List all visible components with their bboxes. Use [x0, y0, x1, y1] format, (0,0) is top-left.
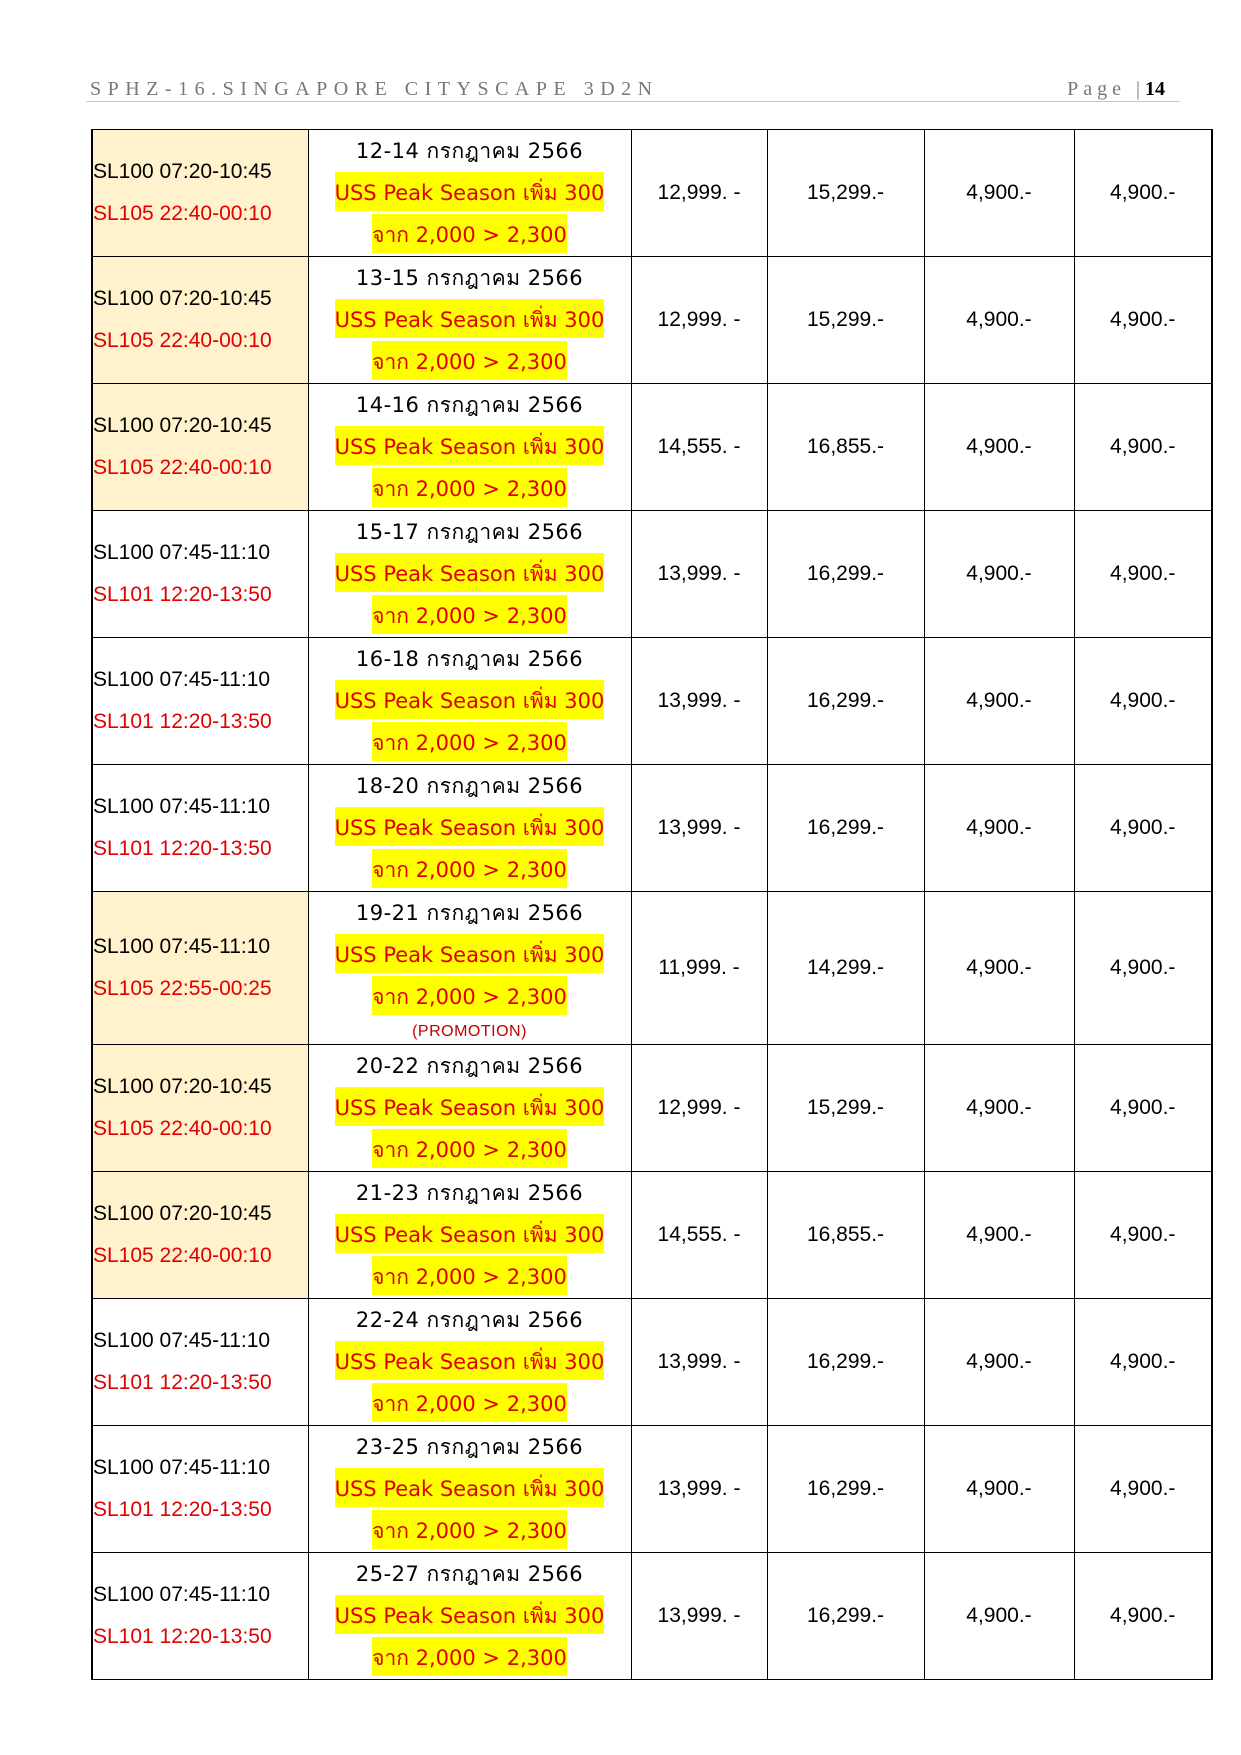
flight-cell — [92, 1172, 308, 1299]
price-col-3: 4,900.- — [924, 1299, 1074, 1426]
uss-price-change-note: จาก 2,000 > 2,300 — [372, 214, 567, 253]
travel-date-cell — [308, 511, 631, 638]
outbound-flight: SL100 07:45-11:10 — [93, 1456, 271, 1479]
flight-cell — [92, 130, 308, 257]
uss-peak-note: USS Peak Season เพิ่ม 300 — [335, 807, 605, 846]
outbound-flight: SL100 07:20-10:45 — [93, 160, 272, 183]
flight-cell — [92, 1553, 308, 1680]
return-flight: SL105 22:40-00:10 — [93, 1117, 272, 1140]
price-col-3: 4,900.- — [924, 1045, 1074, 1172]
price-col-3: 4,900.- — [924, 511, 1074, 638]
flight-cell — [92, 1045, 308, 1172]
outbound-flight: SL100 07:20-10:45 — [93, 1075, 272, 1098]
uss-peak-note: USS Peak Season เพิ่ม 300 — [335, 553, 605, 592]
price-col-1: 11,999. - — [631, 892, 767, 1045]
table-row — [92, 638, 1212, 765]
travel-date-cell — [308, 1299, 631, 1426]
document-title: SPHZ-16.SINGAPORE CITYSCAPE 3D2N — [90, 78, 659, 100]
uss-price-change-note: จาก 2,000 > 2,300 — [372, 1256, 567, 1295]
travel-date: 18-20 กรกฎาคม 2566 — [355, 774, 584, 798]
price-col-3: 4,900.- — [924, 1172, 1074, 1299]
travel-date: 23-25 กรกฎาคม 2566 — [355, 1435, 584, 1459]
price-col-3: 4,900.- — [924, 1426, 1074, 1553]
travel-date-cell — [308, 1553, 631, 1680]
price-col-4: 4,900.- — [1074, 130, 1212, 257]
flight-cell — [92, 257, 308, 384]
table-row — [92, 765, 1212, 892]
price-col-4: 4,900.- — [1074, 1426, 1212, 1553]
price-col-3: 4,900.- — [924, 130, 1074, 257]
travel-date: 12-14 กรกฎาคม 2566 — [355, 139, 584, 163]
uss-price-change-note: จาก 2,000 > 2,300 — [372, 468, 567, 507]
price-col-1: 12,999. - — [631, 1045, 767, 1172]
price-col-3: 4,900.- — [924, 257, 1074, 384]
price-col-4: 4,900.- — [1074, 1553, 1212, 1680]
price-col-1: 12,999. - — [631, 130, 767, 257]
price-col-4: 4,900.- — [1074, 511, 1212, 638]
uss-peak-note: USS Peak Season เพิ่ม 300 — [335, 172, 605, 211]
price-col-1: 13,999. - — [631, 765, 767, 892]
travel-date-cell — [308, 638, 631, 765]
price-col-2: 16,299.- — [767, 1299, 924, 1426]
price-col-2: 15,299.- — [767, 257, 924, 384]
uss-price-change-note: จาก 2,000 > 2,300 — [372, 341, 567, 380]
uss-price-change-note: จาก 2,000 > 2,300 — [372, 849, 567, 888]
return-flight: SL101 12:20-13:50 — [93, 1498, 272, 1521]
outbound-flight: SL100 07:20-10:45 — [93, 414, 272, 437]
uss-peak-note: USS Peak Season เพิ่ม 300 — [335, 680, 605, 719]
flight-cell — [92, 384, 308, 511]
price-col-1: 12,999. - — [631, 257, 767, 384]
table-row — [92, 1553, 1212, 1680]
travel-date-cell — [308, 892, 631, 1045]
flight-cell — [92, 1299, 308, 1426]
price-col-1: 14,555. - — [631, 1172, 767, 1299]
price-col-1: 13,999. - — [631, 1553, 767, 1680]
uss-price-change-note: จาก 2,000 > 2,300 — [372, 1510, 567, 1549]
promotion-label: (PROMOTION) — [412, 1023, 527, 1040]
price-col-2: 16,299.- — [767, 765, 924, 892]
price-col-1: 13,999. - — [631, 638, 767, 765]
outbound-flight: SL100 07:45-11:10 — [93, 935, 271, 958]
price-col-2: 16,299.- — [767, 1426, 924, 1553]
price-col-1: 14,555. - — [631, 384, 767, 511]
price-col-2: 16,299.- — [767, 511, 924, 638]
uss-peak-note: USS Peak Season เพิ่ม 300 — [335, 1595, 605, 1634]
flight-cell — [92, 892, 308, 1045]
uss-price-change-note: จาก 2,000 > 2,300 — [372, 1383, 567, 1422]
price-col-4: 4,900.- — [1074, 1045, 1212, 1172]
travel-date: 22-24 กรกฎาคม 2566 — [355, 1308, 584, 1332]
travel-date: 19-21 กรกฎาคม 2566 — [355, 901, 584, 925]
travel-date-cell — [308, 1045, 631, 1172]
travel-date: 13-15 กรกฎาคม 2566 — [355, 266, 584, 290]
travel-date: 16-18 กรกฎาคม 2566 — [355, 647, 584, 671]
outbound-flight: SL100 07:20-10:45 — [93, 287, 272, 310]
uss-peak-note: USS Peak Season เพิ่ม 300 — [335, 1087, 605, 1126]
return-flight: SL101 12:20-13:50 — [93, 1371, 272, 1394]
flight-cell — [92, 511, 308, 638]
uss-peak-note: USS Peak Season เพิ่ม 300 — [335, 1468, 605, 1507]
travel-date: 20-22 กรกฎาคม 2566 — [355, 1054, 584, 1078]
page-header — [90, 78, 1165, 102]
travel-date-cell — [308, 384, 631, 511]
travel-date: 14-16 กรกฎาคม 2566 — [355, 393, 584, 417]
price-col-4: 4,900.- — [1074, 892, 1212, 1045]
return-flight: SL105 22:40-00:10 — [93, 1244, 272, 1267]
travel-date-cell — [308, 1426, 631, 1553]
travel-date-cell — [308, 1172, 631, 1299]
travel-date-cell — [308, 765, 631, 892]
price-col-2: 16,855.- — [767, 1172, 924, 1299]
travel-date: 25-27 กรกฎาคม 2566 — [355, 1562, 584, 1586]
table-row — [92, 384, 1212, 511]
page-label: Page | — [1067, 78, 1145, 100]
price-col-4: 4,900.- — [1074, 384, 1212, 511]
table-row — [92, 257, 1212, 384]
travel-date: 15-17 กรกฎาคม 2566 — [355, 520, 584, 544]
price-col-4: 4,900.- — [1074, 257, 1212, 384]
uss-price-change-note: จาก 2,000 > 2,300 — [372, 976, 567, 1015]
flight-cell — [92, 765, 308, 892]
table-row — [92, 1426, 1212, 1553]
price-col-2: 15,299.- — [767, 1045, 924, 1172]
price-col-3: 4,900.- — [924, 384, 1074, 511]
header-divider — [86, 101, 1180, 102]
travel-date-cell — [308, 130, 631, 257]
uss-price-change-note: จาก 2,000 > 2,300 — [372, 1637, 567, 1676]
price-col-4: 4,900.- — [1074, 765, 1212, 892]
page-number: 14 — [1145, 78, 1165, 100]
travel-date-cell — [308, 257, 631, 384]
price-col-1: 13,999. - — [631, 1426, 767, 1553]
price-table — [91, 129, 1213, 1680]
price-table-body — [92, 130, 1212, 1680]
price-col-2: 16,299.- — [767, 638, 924, 765]
uss-peak-note: USS Peak Season เพิ่ม 300 — [335, 426, 605, 465]
return-flight: SL101 12:20-13:50 — [93, 710, 272, 733]
price-col-2: 16,299.- — [767, 1553, 924, 1680]
outbound-flight: SL100 07:45-11:10 — [93, 1583, 271, 1606]
price-col-4: 4,900.- — [1074, 1172, 1212, 1299]
price-col-1: 13,999. - — [631, 1299, 767, 1426]
price-col-3: 4,900.- — [924, 1553, 1074, 1680]
uss-peak-note: USS Peak Season เพิ่ม 300 — [335, 1214, 605, 1253]
outbound-flight: SL100 07:45-11:10 — [93, 1329, 271, 1352]
price-col-3: 4,900.- — [924, 892, 1074, 1045]
uss-price-change-note: จาก 2,000 > 2,300 — [372, 595, 567, 634]
price-col-2: 15,299.- — [767, 130, 924, 257]
uss-peak-note: USS Peak Season เพิ่ม 300 — [335, 1341, 605, 1380]
table-row — [92, 130, 1212, 257]
table-row — [92, 1172, 1212, 1299]
price-col-4: 4,900.- — [1074, 1299, 1212, 1426]
outbound-flight: SL100 07:45-11:10 — [93, 795, 271, 818]
price-col-1: 13,999. - — [631, 511, 767, 638]
flight-cell — [92, 638, 308, 765]
table-row — [92, 1299, 1212, 1426]
uss-peak-note: USS Peak Season เพิ่ม 300 — [335, 299, 605, 338]
table-row — [92, 1045, 1212, 1172]
uss-peak-note: USS Peak Season เพิ่ม 300 — [335, 934, 605, 973]
return-flight: SL101 12:20-13:50 — [93, 583, 272, 606]
outbound-flight: SL100 07:45-11:10 — [93, 668, 271, 691]
outbound-flight: SL100 07:45-11:10 — [93, 541, 271, 564]
return-flight: SL105 22:55-00:25 — [93, 977, 272, 1000]
price-col-2: 16,855.- — [767, 384, 924, 511]
return-flight: SL101 12:20-13:50 — [93, 837, 272, 860]
page-indicator — [1067, 78, 1165, 101]
return-flight: SL101 12:20-13:50 — [93, 1625, 272, 1648]
uss-price-change-note: จาก 2,000 > 2,300 — [372, 722, 567, 761]
uss-price-change-note: จาก 2,000 > 2,300 — [372, 1129, 567, 1168]
price-col-2: 14,299.- — [767, 892, 924, 1045]
price-col-4: 4,900.- — [1074, 638, 1212, 765]
return-flight: SL105 22:40-00:10 — [93, 456, 272, 479]
table-row — [92, 511, 1212, 638]
outbound-flight: SL100 07:20-10:45 — [93, 1202, 272, 1225]
price-col-3: 4,900.- — [924, 765, 1074, 892]
table-row — [92, 892, 1212, 1045]
travel-date: 21-23 กรกฎาคม 2566 — [355, 1181, 584, 1205]
price-col-3: 4,900.- — [924, 638, 1074, 765]
flight-cell — [92, 1426, 308, 1553]
return-flight: SL105 22:40-00:10 — [93, 202, 272, 225]
return-flight: SL105 22:40-00:10 — [93, 329, 272, 352]
